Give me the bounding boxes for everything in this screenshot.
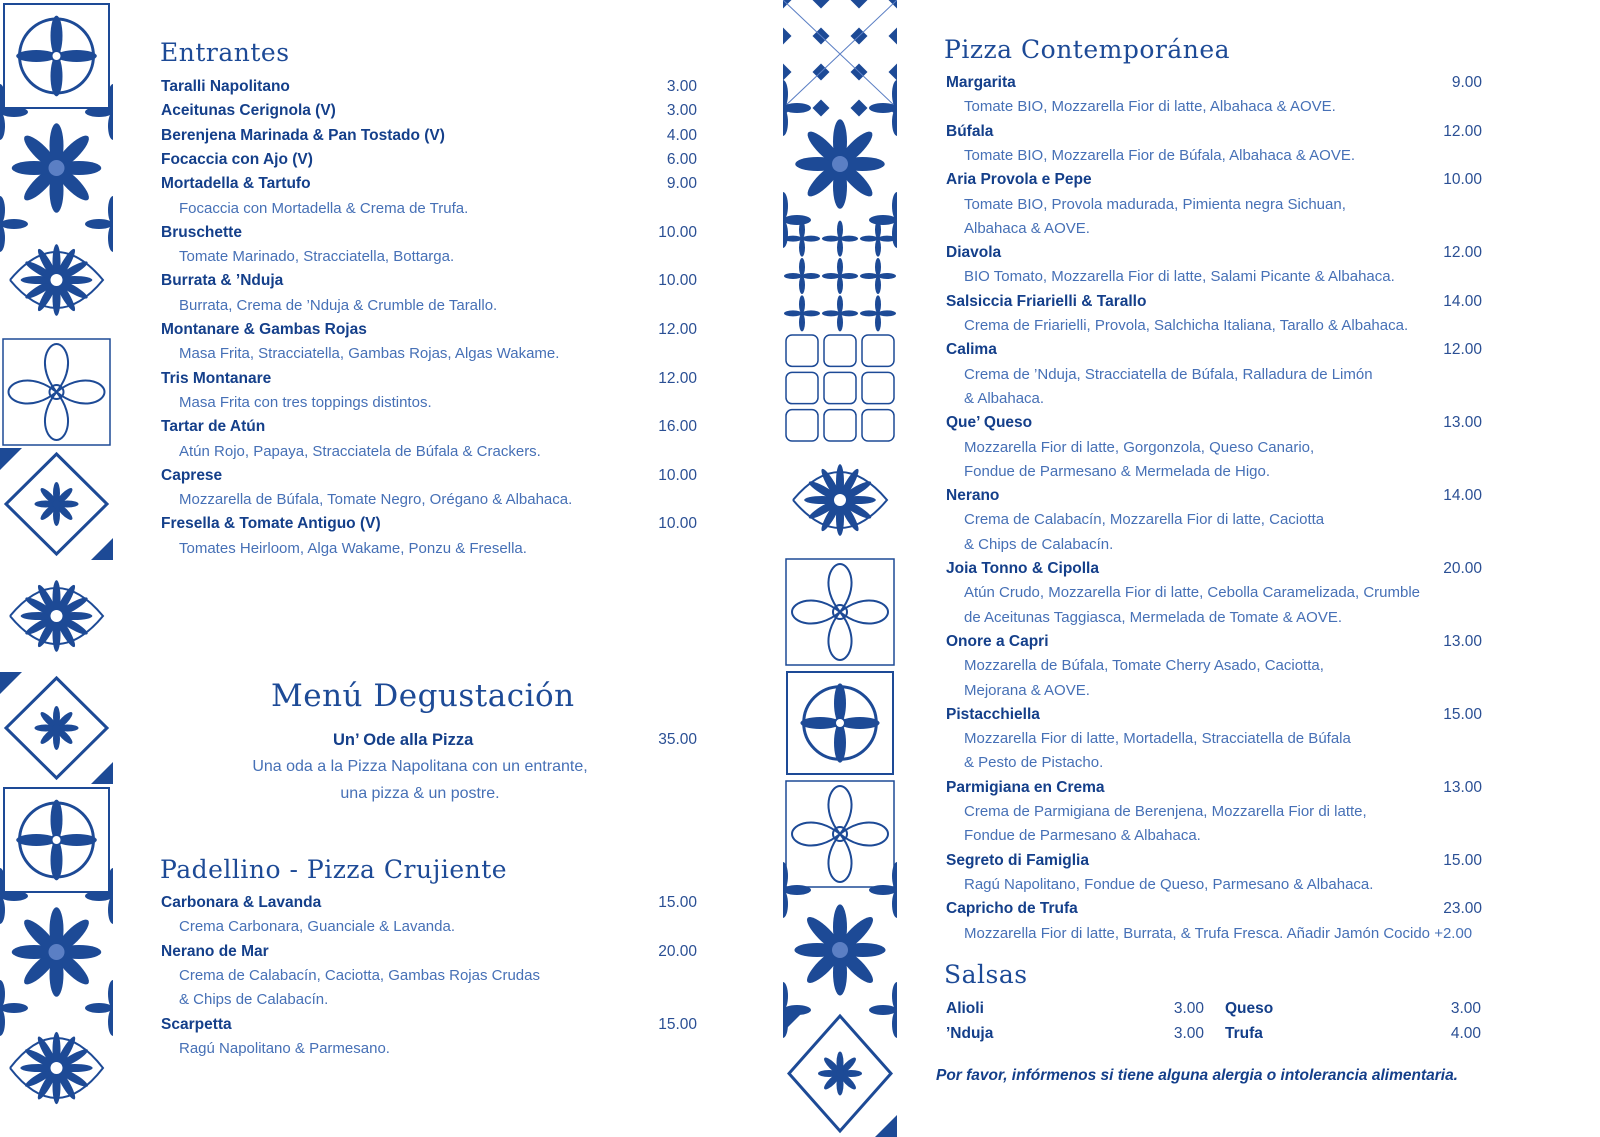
menu-item-name: Montanare & Gambas Rojas	[161, 321, 367, 338]
left-tile-border	[0, 0, 113, 1137]
section-title: Menú Degustación	[271, 678, 575, 714]
menu-item-price: 3.00	[666, 102, 697, 120]
menu-item-name: Carbonara & Lavanda	[161, 894, 322, 911]
menu-item-description: Crema de Calabacín, Caciotta, Gambas Rojas Crudas	[179, 966, 540, 984]
menu-item-description: Ragú Napolitano, Fondue de Queso, Parmesano & Albahaca.	[964, 875, 1374, 893]
menu-item-name: Nerano	[946, 487, 1000, 505]
sauce-name: ’Nduja	[946, 1025, 994, 1042]
menu-item-description: Mejorana & AOVE.	[964, 681, 1090, 699]
menu-item-name: Caprese	[161, 466, 223, 484]
menu-item-price: 9.00	[666, 175, 697, 193]
menu-item-description: Albahaca & AOVE.	[964, 219, 1090, 237]
menu-item-description: & Albahaca.	[964, 389, 1045, 407]
menu-item-description: Fondue de Parmesano & Albahaca.	[964, 827, 1201, 845]
menu-item-name: Aria Provola e Pepe	[946, 171, 1092, 189]
menu-item-name: Fresella & Tomate Antiguo (V)	[161, 515, 381, 533]
menu-item-description: Masa Frita, Stracciatella, Gambas Rojas, Algas Wakame.	[179, 345, 560, 363]
menu-item-name: Búfala	[946, 122, 994, 140]
menu-item-name: Nerano de Mar	[161, 942, 269, 960]
sauce-name: Trufa	[1225, 1025, 1263, 1042]
menu-item-description: Mozzarella de Búfala, Tomate Negro, Orégano & Albahaca.	[179, 491, 573, 509]
menu-item-price: 10.00	[658, 515, 697, 533]
menu-item-name: Onore a Capri	[946, 632, 1049, 650]
menu-item-name: Que’ Queso	[946, 414, 1033, 432]
sauce-name: Queso	[1225, 1000, 1274, 1017]
menu-item-description: Una oda a la Pizza Napolitana con un entrante,	[252, 758, 588, 775]
sauce-price: 3.00	[1173, 1025, 1204, 1042]
menu-item-name: Focaccia con Ajo (V)	[161, 150, 313, 168]
menu-item-description: Tomates Heirloom, Alga Wakame, Ponzu & Fresella.	[179, 539, 527, 557]
section-title: Pizza Contemporánea	[944, 35, 1231, 64]
menu-item-description: Tomate BIO, Mozzarella Fior de Búfala, Albahaca & AOVE.	[964, 146, 1356, 164]
allergy-note: Por favor, infórmenos si tiene alguna alergia o intolerancia alimentaria.	[936, 1067, 1458, 1084]
menu-item-name: Tris Montanare	[161, 369, 272, 387]
menu-item-price: 9.00	[1451, 74, 1482, 91]
menu-item-name: Berenjena Marinada & Pan Tostado (V)	[161, 126, 445, 144]
menu-item-description: una pizza & un postre.	[340, 785, 500, 802]
menu-item-price: 10.00	[1443, 171, 1482, 189]
menu-item-description: & Chips de Calabacín.	[964, 535, 1114, 553]
menu-item-description: & Chips de Calabacín.	[179, 991, 329, 1009]
menu-item-price: 3.00	[666, 78, 697, 95]
menu-item-description: Atún Crudo, Mozzarella Fior di latte, Cebolla Caramelizada, Crumble	[964, 584, 1421, 602]
menu-item-price: 15.00	[1443, 851, 1482, 869]
menu-item-description: Mozzarella Fior di latte, Gorgonzola, Queso Canario,	[964, 438, 1315, 456]
azulejo-pattern-icon	[783, 0, 897, 1137]
menu-item-name: Joia Tonno & Cipolla	[946, 560, 1099, 577]
menu-item-price: 12.00	[1443, 244, 1482, 262]
menu-item-price: 15.00	[658, 1015, 697, 1033]
menu-item-description: Tomate Marinado, Stracciatella, Bottarga.	[179, 248, 455, 266]
menu-item-description: & Pesto de Pistacho.	[964, 754, 1104, 772]
menu-item-price: 6.00	[666, 150, 697, 168]
menu-item-name: Taralli Napolitano	[161, 78, 290, 95]
menu-item-description: Burrata, Crema de ’Nduja & Crumble de Tarallo.	[179, 296, 498, 314]
menu-item-description: Mozzarella Fior di latte, Burrata, & Trufa Fresca. Añadir Jamón Cocido +2.00	[964, 924, 1473, 942]
menu-item-name: Margarita	[946, 74, 1016, 91]
menu-item-description: Crema de Friarielli, Provola, Salchicha Italiana, Tarallo & Albahaca.	[964, 317, 1409, 334]
menu-item-description: de Aceitunas Taggiasca, Mermelada de Tomate & AOVE.	[964, 608, 1343, 626]
section-title: Entrantes	[160, 38, 290, 67]
menu-item-price: 10.00	[658, 272, 697, 290]
menu-item-price: 15.00	[658, 894, 697, 911]
azulejo-pattern-icon	[0, 0, 113, 1137]
menu-item-name: Salsiccia Friarielli & Tarallo	[946, 292, 1147, 310]
sauce-price: 3.00	[1450, 1000, 1481, 1017]
menu-item-price: 20.00	[658, 942, 697, 960]
menu-item-name: Parmigiana en Crema	[946, 778, 1105, 796]
menu-item-name: Aceitunas Cerignola (V)	[161, 102, 336, 120]
center-tile-border	[783, 0, 897, 1137]
menu-item-description: Atún Rojo, Papaya, Stracciatela de Búfala & Crackers.	[179, 442, 541, 460]
sauce-price: 4.00	[1450, 1025, 1481, 1042]
menu-item-description: Ragú Napolitano & Parmesano.	[179, 1039, 390, 1057]
menu-item-description: BIO Tomato, Mozzarella Fior di latte, Salami Picante & Albahaca.	[964, 268, 1395, 286]
menu-item-description: Tomate BIO, Provola madurada, Pimienta negra Sichuan,	[964, 195, 1346, 213]
menu-item-description: Masa Frita con tres toppings distintos.	[179, 393, 432, 411]
menu-item-price: 23.00	[1443, 900, 1482, 918]
menu-item-name: Capricho de Trufa	[946, 900, 1078, 918]
menu-item-name: Pistacchiella	[946, 705, 1040, 723]
menu-item-description: Crema de ’Nduja, Stracciatella de Búfala, Ralladura de Limón	[964, 365, 1373, 383]
menu-item-price: 13.00	[1443, 778, 1482, 796]
menu-item-description: Fondue de Parmesano & Mermelada de Higo.	[964, 462, 1271, 480]
menu-item-name: Un’ Ode alla Pizza	[333, 731, 474, 749]
sauce-price: 3.00	[1173, 1000, 1204, 1017]
section-title: Salsas	[944, 960, 1028, 989]
menu-item-price: 35.00	[658, 731, 697, 748]
menu-item-price: 4.00	[666, 126, 697, 144]
menu-item-price: 12.00	[658, 369, 697, 387]
menu-item-name: Mortadella & Tartufo	[161, 175, 311, 193]
menu-item-price: 10.00	[658, 223, 697, 241]
menu-item-name: Calima	[946, 341, 997, 359]
menu-item-price: 12.00	[1443, 341, 1482, 359]
menu-item-description: Tomate BIO, Mozzarella Fior di latte, Albahaca & AOVE.	[964, 98, 1336, 116]
menu-item-name: Diavola	[946, 244, 1002, 262]
menu-item-price: 10.00	[658, 466, 697, 484]
menu-item-price: 13.00	[1443, 632, 1482, 650]
menu-item-description: Mozzarella de Búfala, Tomate Cherry Asado, Caciotta,	[964, 657, 1324, 675]
menu-item-name: Segreto di Famiglia	[946, 851, 1089, 869]
menu-item-description: Mozzarella Fior di latte, Mortadella, Stracciatella de Búfala	[964, 730, 1351, 748]
menu-item-description: Crema Carbonara, Guanciale & Lavanda.	[179, 918, 455, 936]
menu-item-price: 14.00	[1443, 292, 1482, 310]
menu-item-price: 15.00	[1443, 705, 1482, 723]
menu-item-name: Scarpetta	[161, 1015, 232, 1033]
menu-item-name: Tartar de Atún	[161, 418, 266, 436]
menu-item-description: Crema de Calabacín, Mozzarella Fior di latte, Caciotta	[964, 511, 1325, 529]
menu-item-description: Focaccia con Mortadella & Crema de Trufa.	[179, 199, 469, 217]
menu-item-price: 14.00	[1443, 487, 1482, 505]
menu-item-price: 16.00	[658, 418, 697, 436]
menu-item-name: Bruschette	[161, 223, 242, 241]
sauce-name: Alioli	[946, 1000, 984, 1017]
menu-item-price: 12.00	[658, 321, 697, 338]
section-title: Padellino - Pizza Crujiente	[160, 855, 508, 884]
menu-item-price: 13.00	[1443, 414, 1482, 432]
menu-item-description: Crema de Parmigiana de Berenjena, Mozzarella Fior di latte,	[964, 803, 1367, 820]
menu-item-price: 20.00	[1443, 560, 1482, 577]
menu-item-name: Burrata & ’Nduja	[161, 272, 284, 290]
menu-item-price: 12.00	[1443, 122, 1482, 140]
